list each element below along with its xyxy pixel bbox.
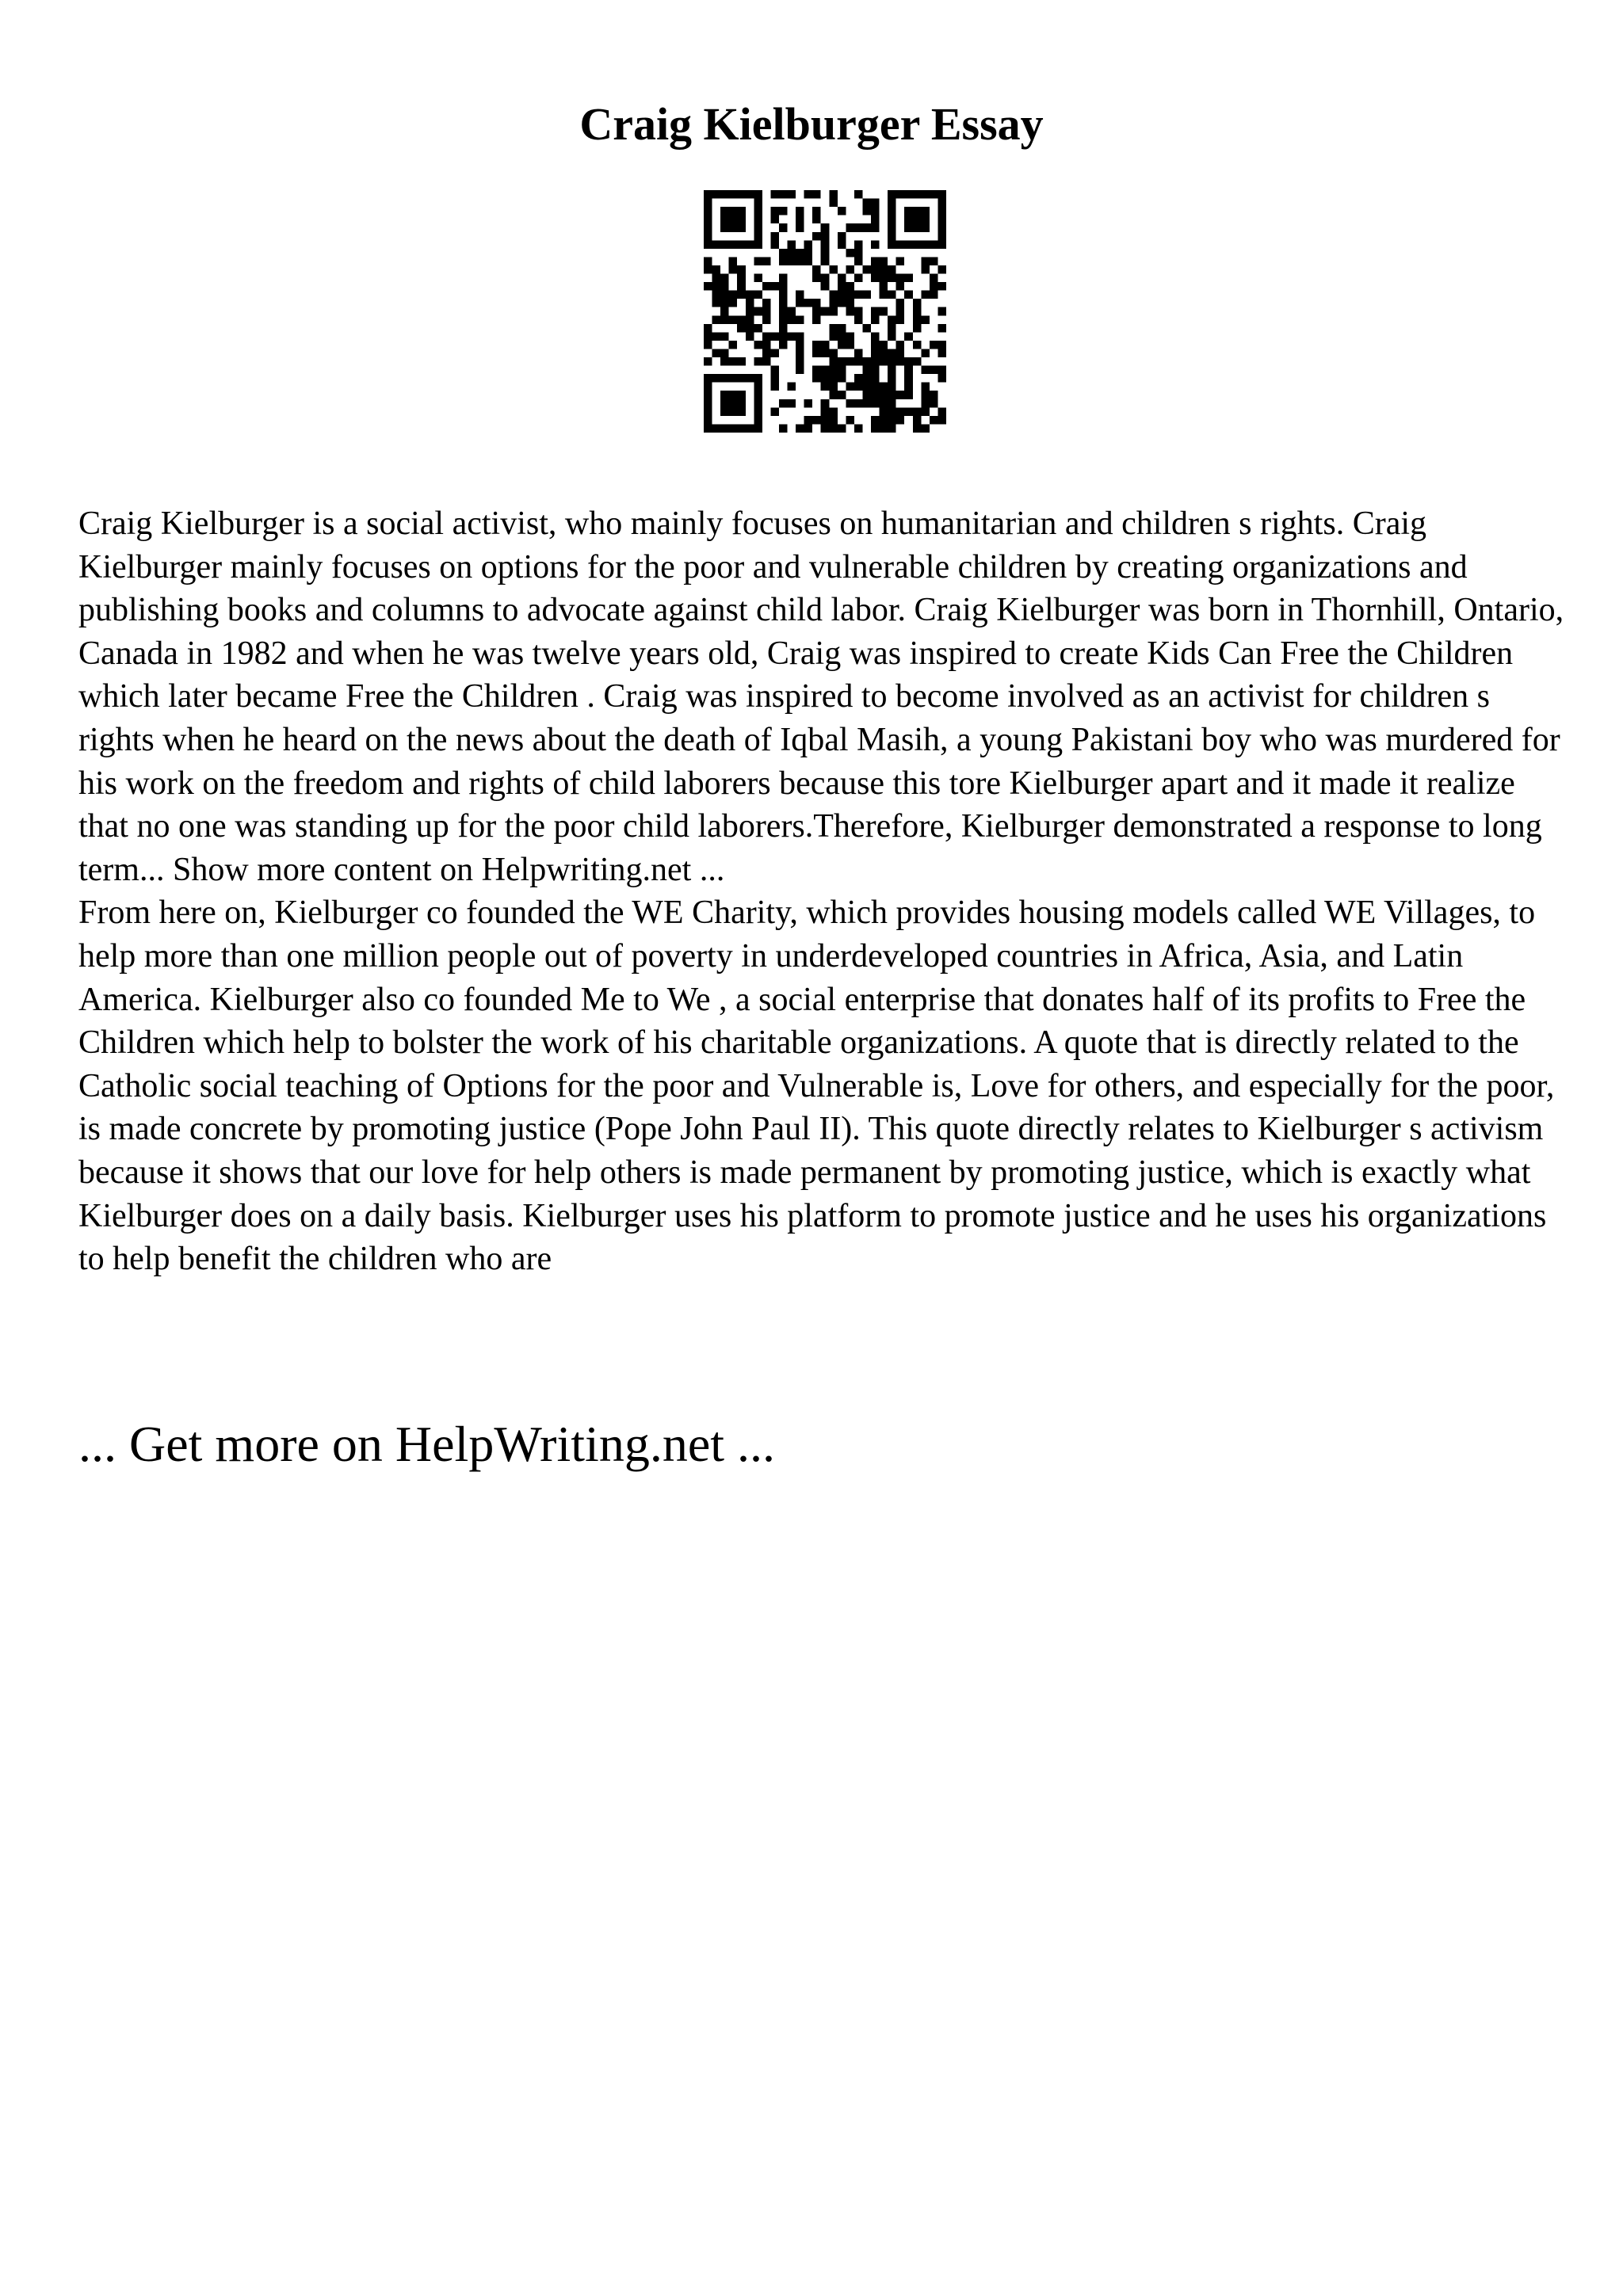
essay-paragraph-2: From here on, Kielburger co founded the WE Charity, which provides housing models called WE Villages, to help more than one million people out of poverty in underdeveloped countries in Africa, Asia, and Latin America. Kielburger also co founded Me to We , a social enterprise that donates half of its profits to Free the Children which help to bolster the work of his charitable organizations. A quote that is directly related to the Catholic social teaching of Options for the poor and Vulnerable is, Love for others, and especially for the poor, is made concrete by promoting justice (Pope John Paul II). This quote directly relates to Kielburger s activism because it shows that our love for help others is made permanent by promoting justice, which is exactly what Kielburger does on a daily basis. Kielburger uses his platform to promote justice and he uses his organizations to help benefit the children who are bbox=[78, 894, 1555, 1278]
document-title: Craig Kielburger Essay bbox=[579, 98, 1044, 150]
get-more-link[interactable]: ... Get more on HelpWriting.net ... bbox=[78, 1416, 775, 1472]
qr-code[interactable] bbox=[704, 190, 946, 433]
essay-paragraph-1: Craig Kielburger is a social activist, who mainly focuses on humanitarian and children s rights. Craig Kielburger mainly focuses on options for the poor and vulnerable children by creating organizations and publishing books and columns to advocate against child labor. Craig Kielburger was born in Thornhill, Ontario, Canada in 1982 and when he was twelve years old, Craig was inspired to create Kids Can Free the Children which later became Free the Children . Craig was inspired to become involved as an activist for children s rights when he heard on the news about the death of Iqbal Masih, a young Pakistani boy who was murdered for his work on the freedom and rights of child laborers because this tore Kielburger apart and it made it realize that no one was standing up for the poor child laborers.Therefore, Kielburger demonstrated a response to long term... Show more content on Helpwriting.net ... bbox=[78, 505, 1564, 888]
essay-body bbox=[78, 502, 1568, 1281]
